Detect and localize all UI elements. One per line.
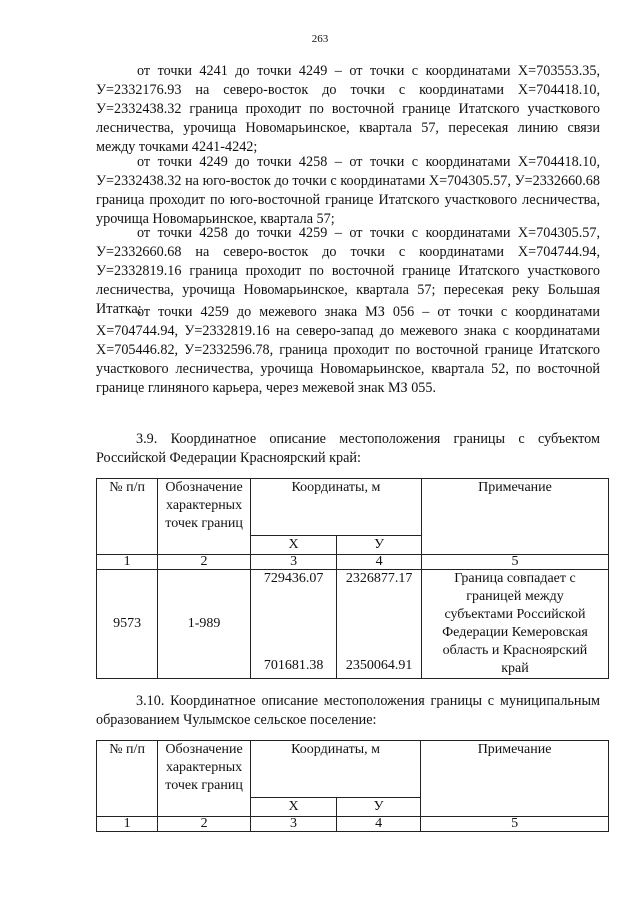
text-line: У=2332176.93 на северо-восток до точки с координатами Х=704418.10, [96,82,600,99]
cell-y-top: 2326877.17 [345,571,413,586]
cell-designation: 1-989 [158,570,251,679]
header-designation [158,741,251,817]
text-line: участкового лесничества, урочища Новомарьинское, квартала 57, пересекая [96,101,600,137]
text-line: квартала 52, по восточной границе глиняного карьера, через межевой знак [96,361,601,397]
cell-x-bottom: 701681.38 [263,658,324,673]
cell-x [250,570,336,679]
header-note: Примечание [421,479,608,555]
note-line: Граница совпадает с [454,571,576,586]
col-number: 1 [97,555,158,570]
col-number: 4 [337,817,421,832]
note-line: область и Красноярский [442,643,588,658]
text-line: Российской Федерации Красноярский край: [96,450,361,467]
page-number: 263 [311,33,329,45]
col-number: 4 [337,555,422,570]
coordinates-table-krasnoyarsk [96,478,609,679]
text-line: МЗ 055. [387,380,437,397]
table-header-row [97,741,609,798]
text-line: от точки 4258 до точки 4259 – от точки с координатами Х=704305.57, [137,225,600,241]
text-line: координатами Х=705446.82, У=2332596.78, граница проходит по восточной [96,323,601,359]
header-designation-line: Обозначение [165,742,243,757]
text-line: муниципальным образованием Чулымское сельское поселение: [96,693,600,729]
header-designation-line: характерных [166,760,243,775]
text-line: от точки 4259 до межевого знака МЗ 056 – от точки с координатами [137,304,600,320]
col-number: 1 [97,817,158,832]
cell-y-bottom: 2350064.91 [345,658,413,673]
text-line: У=2332438.32 граница проходит по восточной границе Итатского [96,101,520,118]
coordinates-table-chulymskoe [96,740,609,832]
text-line: У=2332819.16 граница проходит по восточной границе Итатского [96,263,520,280]
header-designation [158,479,251,555]
note-line: субъектами Российской [444,607,586,622]
paragraph-segment-4249-4258 [96,153,600,229]
header-designation-line: характерных [166,498,243,513]
col-number: 3 [250,555,336,570]
text-line: от точки 4241 до точки 4249 – от точки с координатами Х=703553.35, [137,63,600,79]
header-designation-line: Обозначение [165,480,243,495]
header-num: № п/п [97,479,158,555]
table-column-numbers-row [97,817,609,832]
text-line: У=2332660.68 на северо-восток до точки с координатами Х=704744.94, [96,244,600,261]
cell-x-top: 729436.07 [263,571,324,586]
cell-note [421,570,608,679]
header-num: № п/п [97,741,158,817]
text-line: линию связи между точками 4241-4242; [96,120,600,156]
cell-y [337,570,422,679]
header-designation-line: точек границ [165,516,243,531]
text-line: реку Большая Итатка; [96,282,601,318]
table-column-numbers-row [97,555,609,570]
paragraph-segment-4259-mz056 [96,303,600,398]
col-number: 5 [421,555,608,570]
table-header-row [97,479,609,536]
note-line: Федерации Кемеровская [442,625,588,640]
text-line: границе Итатского участкового лесничества, урочища Новомарьинское, [96,342,600,378]
header-note: Примечание [421,741,609,817]
header-designation-line: точек границ [165,778,243,793]
text-line: 3.9. Координатное описание местоположения границы с субъектом [136,431,600,447]
col-number: 5 [421,817,609,832]
text-line: участкового лесничества, урочища Новомарьинское, квартала 57; пересекая [96,263,600,299]
header-coordinates: Координаты, м [250,479,421,536]
col-number: 2 [158,817,251,832]
text-line: У=2332660.68 граница проходит по юго-восточной границе Итатского [96,173,600,209]
section-heading-3-9 [96,430,600,468]
text-line: от точки 4249 до точки 4258 – от точки с координатами Х=704418.10, [137,154,600,170]
header-y: У [337,536,422,555]
table-row [97,570,609,679]
text-line: участкового лесничества, урочища Новомарьинское, квартала 57; [96,192,601,228]
col-number: 3 [250,817,336,832]
header-x: Х [250,536,336,555]
note-line: границей между [466,589,564,604]
note-line: край [501,661,529,676]
header-coordinates: Координаты, м [250,741,420,798]
text-line: У=2332438.32 на юго-восток до точки с координатами Х=704305.57, [96,173,511,190]
paragraph-segment-4241-4249 [96,62,600,157]
col-number: 2 [158,555,251,570]
text-line: 3.10. Координатное описание местоположения границы с [136,693,495,709]
header-x: Х [250,798,336,817]
text-line: Х=704744.94, У=2332819.16 на северо-запад до межевого знака с [96,323,509,340]
section-heading-3-10 [96,692,600,730]
header-y: У [337,798,421,817]
cell-num: 9573 [97,570,158,679]
